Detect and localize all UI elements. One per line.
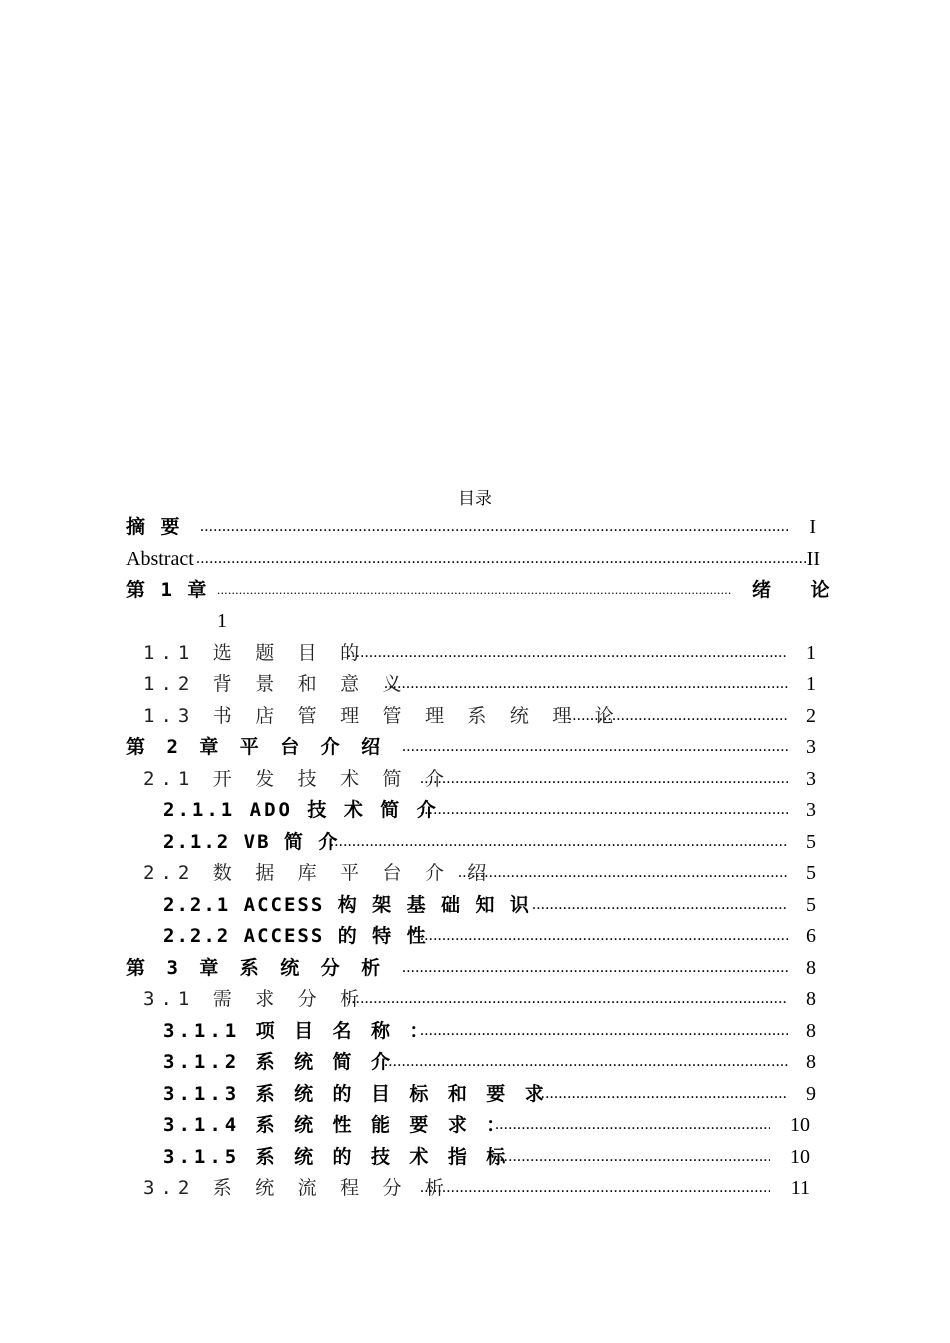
toc-entry-label: 3.1 需 求 分 析: [143, 988, 366, 1010]
toc-entry-label: 1.3 书 店 管 理 管 理 系 统 理 论: [143, 705, 620, 727]
toc-leader-dots: [330, 829, 788, 855]
toc-entry-1-2[interactable]: [0, 671, 950, 697]
toc-entry-label: 3.2 系 统 流 程 分 析: [143, 1177, 450, 1199]
toc-entry-page: 2: [806, 705, 816, 727]
toc-leader-dots: [420, 766, 788, 792]
toc-entry-label: 3.1.5 系 统 的 技 术 指 标: [163, 1146, 510, 1168]
toc-entry-label: 2.2 数 据 库 平 台 介 绍: [143, 862, 493, 884]
toc-entry-page: 11: [790, 1177, 810, 1199]
toc-entry-page: 1: [806, 673, 816, 695]
toc-leader-dots: [495, 1144, 770, 1170]
toc-entry-chapter-1[interactable]: [0, 577, 950, 603]
toc-leader-dots: [420, 1018, 788, 1044]
toc-entry-page: I: [809, 516, 816, 538]
toc-entry-page: 3: [806, 768, 816, 790]
toc-entry-3-1-4[interactable]: [0, 1112, 950, 1138]
toc-entry-page: 9: [806, 1083, 816, 1105]
toc-entry-label: Abstract: [126, 548, 194, 570]
toc-entry-page: 6: [806, 925, 816, 947]
toc-entry-page: 10: [790, 1146, 810, 1168]
toc-leader-dots: [420, 797, 788, 823]
toc-entry-label: 2.2.2 ACCESS 的 特 性: [163, 925, 428, 947]
toc-leader-dots: [200, 514, 788, 540]
toc-entry-2-2-1[interactable]: [0, 892, 950, 918]
toc-leader-dots: [402, 734, 788, 760]
toc-title: 目录: [458, 489, 492, 509]
toc-leader-dots: [347, 986, 788, 1012]
toc-leader-dots: [384, 671, 788, 697]
toc-entry-page: 3: [806, 736, 816, 758]
toc-entry-3-1-3[interactable]: [0, 1081, 950, 1107]
toc-entry-2-1-1[interactable]: [0, 797, 950, 823]
toc-leader-dots: [217, 577, 732, 603]
toc-entry-label: 第 3 章 系 统 分 析: [126, 957, 386, 979]
toc-leader-dots: [384, 1049, 788, 1075]
toc-entry-3-1-1[interactable]: [0, 1018, 950, 1044]
toc-entry-label: 2.2.1 ACCESS 构 架 基 础 知 识: [163, 894, 531, 916]
toc-entry-page: 8: [806, 988, 816, 1010]
toc-entry-3-1-5[interactable]: [0, 1144, 950, 1170]
toc-entry-abstract-en[interactable]: [0, 546, 950, 572]
toc-leader-dots: [420, 923, 788, 949]
toc-entry-label: 3.1.3 系 统 的 目 标 和 要 求: [163, 1083, 548, 1105]
toc-entry-label: 第 2 章 平 台 介 绍: [126, 736, 386, 758]
toc-leader-dots: [532, 892, 788, 918]
toc-entry-label: 3.1.2 系 统 简 介: [163, 1051, 394, 1073]
toc-entry-page: 10: [790, 1114, 810, 1136]
toc-entry-page: 3: [806, 799, 816, 821]
toc-entry-label: 2.1 开 发 技 术 简 介: [143, 768, 450, 790]
toc-entry-page: 8: [806, 1020, 816, 1042]
toc-leader-dots: [196, 546, 806, 572]
toc-leader-dots: [402, 955, 788, 981]
toc-entry-label: 3.1.1 项 目 名 称 ：: [163, 1020, 433, 1042]
toc-entry-2-1-2[interactable]: [0, 829, 950, 855]
toc-entry-label: 2.1.1 ADO 技 术 简 介: [163, 799, 439, 821]
toc-entry-page: 1: [806, 642, 816, 664]
toc-entry-label: 2.1.2 VB 简 介: [163, 831, 340, 853]
toc-entry-page: 8: [806, 1051, 816, 1073]
toc-entry-page: II: [806, 548, 820, 570]
toc-entry-label: 1.2 背 景 和 意 义: [143, 673, 408, 695]
toc-entry-2-1[interactable]: [0, 766, 950, 792]
toc-entry-page-wrapped: 1: [217, 610, 227, 632]
toc-entry-3-2[interactable]: [0, 1175, 950, 1201]
toc-leader-dots: [568, 703, 788, 729]
toc-leader-dots: [420, 1175, 770, 1201]
toc-entry-label: 摘 要: [126, 516, 182, 538]
toc-entry-2-2[interactable]: [0, 860, 950, 886]
toc-leader-dots: [532, 1081, 788, 1107]
toc-entry-abstract-cn[interactable]: [0, 514, 950, 540]
toc-leader-dots: [347, 640, 788, 666]
toc-entry-1-3[interactable]: [0, 703, 950, 729]
toc-entry-label: 3.1.4 系 统 性 能 要 求 ：: [163, 1114, 510, 1136]
toc-entry-page: 5: [806, 862, 816, 884]
toc-entry-tail: 绪 论: [752, 579, 844, 601]
toc-entry-3-1-2[interactable]: [0, 1049, 950, 1075]
toc-entry-page: 8: [806, 957, 816, 979]
toc-entry-label: 1.1 选 题 目 的: [143, 642, 366, 664]
toc-entry-chapter-3[interactable]: [0, 955, 950, 981]
toc-entry-page: 5: [806, 894, 816, 916]
toc-entry-3-1[interactable]: [0, 986, 950, 1012]
toc-entry-label: 第 1 章: [126, 579, 209, 601]
toc-entry-2-2-2[interactable]: [0, 923, 950, 949]
toc-entry-page: 5: [806, 831, 816, 853]
toc-leader-dots: [495, 1112, 770, 1138]
toc-entry-chapter-2[interactable]: [0, 734, 950, 760]
toc-entry-1-1[interactable]: [0, 640, 950, 666]
toc-leader-dots: [458, 860, 788, 886]
